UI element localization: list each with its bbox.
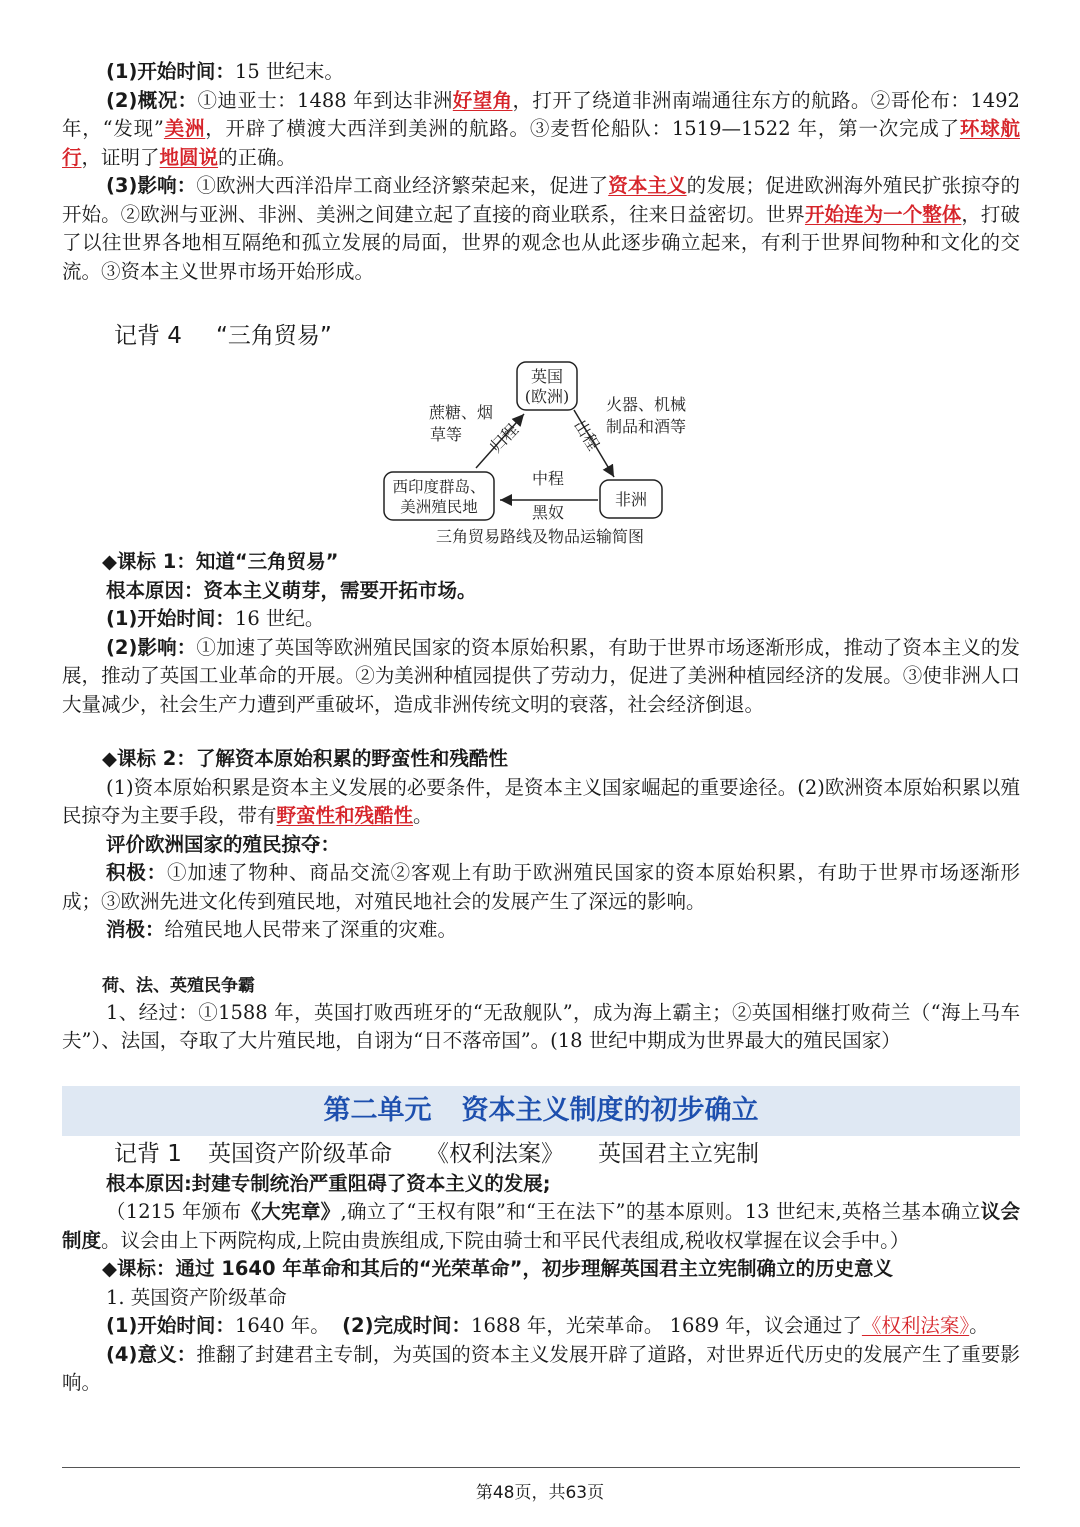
highlight-america: 美洲 (163, 117, 206, 140)
start-time-line: (1)开始时间：15 世纪末。 (106, 60, 344, 83)
evaluation-positive: 积极：①加速了物种、商品交流②客观上有助于欧洲殖民国家的资本原始积累，有助于世界市场逐渐形成；③欧洲先进文化传到殖民地，对殖民地社会的发展产生了深远的影响。 (62, 861, 1020, 913)
subsection-title: 1. 英国资产阶级革命 (106, 1285, 287, 1309)
page-content (62, 58, 1020, 1398)
triangle-start-time: (1)开始时间：16 世纪。 (106, 607, 325, 630)
node-england-label: 英国 (530, 367, 564, 386)
revolution-meaning: (4)意义：推翻了封建君主专制，为英国的资本主义发展开辟了道路，对世界近代历史的发展产生了重要影响。 (62, 1342, 1020, 1394)
hegemony-paragraph: 1、经过：①1588 年，英国打败西班牙的“无敌舰队”，成为海上霸主；②英国相继打败荷兰（“海上马车夫”）、法国，夺取了大片殖民地，自诩为“日不落帝国”。(18 世纪中期成为世界最大的殖民国家） (62, 1000, 1020, 1052)
route-middle-label: 中程 (531, 469, 565, 488)
node-westindies-label: 西印度群岛、 (392, 478, 486, 496)
highlight-cape: 好望角 (452, 88, 513, 112)
hegemony-title: 荷、法、英殖民争霸 (102, 975, 255, 996)
goods-right-2: 制品和酒等 (605, 417, 687, 436)
goods-left-2: 草等 (429, 425, 463, 444)
highlight-circumnavigation: 环球航行 (62, 117, 1020, 169)
highlight-round-earth: 地圆说 (159, 145, 219, 169)
goods-left-1: 蔗糖、烟 (428, 403, 494, 422)
overview-paragraph: (2)概况：①迪亚士：1488 年到达非洲好望角，打开了绕道非洲南端通往东方的航路。②哥伦布：1492 年，“发现”美洲，开辟了横渡大西洋到美洲的航路。③麦哲伦船队：1519—1522 年，第一次完成了环球航行，证明了地圆说的正确。 (62, 88, 1020, 169)
route-out-label: 出程 (570, 416, 604, 454)
highlight-capitalism: 资本主义 (608, 174, 687, 197)
goods-right-1: 火器、机械 (605, 395, 687, 414)
node-westindies-sub: 美洲殖民地 (400, 498, 478, 516)
standard-2-title: ◆课标 2：了解资本原始积累的野蛮性和残酷性 (102, 747, 508, 770)
page-number: 第48页，共63页 (475, 1483, 605, 1503)
root-cause-1: 根本原因：资本主义萌芽，需要开拓市场。 (106, 578, 477, 602)
highlight-barbarity: 野蛮性和残酷性 (276, 804, 414, 827)
triangle-trade-svg (62, 358, 1020, 548)
highlight-bill-of-rights: 《权利法案》 (861, 1314, 970, 1337)
node-england-sub: (欧洲) (524, 387, 570, 406)
node-africa-label: 非洲 (614, 490, 648, 509)
standard-1-title: ◆课标 1：知道“三角贸易” (102, 550, 339, 573)
triangle-impact-paragraph: (2)影响：①加速了英国等欧洲殖民国家的资本原始积累，有助于世界市场逐渐形成，推动了资本主义的发展，推动了英国工业革命的开展。②为美洲种植园提供了劳动力，促进了美洲种植园经济的发展。③使非洲人口大量减少，社会生产力遭到严重破坏，造成非洲传统文明的衰落，社会经济倒退。 (62, 635, 1020, 716)
evaluation-negative: 消极：给殖民地人民带来了深重的灾难。 (106, 918, 458, 941)
route-return-label: 归程 (486, 420, 522, 457)
root-cause-2: 根本原因:封建专制统治严重阻碍了资本主义的发展; (106, 1171, 551, 1195)
triangle-trade-diagram (62, 358, 1020, 548)
revolution-time-line: (1)开始时间：1640 年。 (2)完成时间：1688 年，光荣革命。 1689 年，议会通过了《权利法案》。 (106, 1314, 989, 1337)
standard-3-title: ◆课标：通过 1640 年革命和其后的“光荣革命”，初步理解英国君主立宪制确立的历史意义 (102, 1257, 893, 1280)
highlight-whole-world: 开始连为一个整体 (804, 202, 962, 226)
footer-divider (62, 1467, 1020, 1468)
evaluation-title: 评价欧洲国家的殖民掠夺： (106, 832, 341, 856)
section-heading-english-revolution: 记背 1 英国资产阶级革命 《权利法案》 英国君主立宪制 (114, 1140, 759, 1167)
goods-middle-label: 黑奴 (531, 503, 565, 522)
impact-paragraph: (3)影响：①欧洲大西洋沿岸工商业经济繁荣起来，促进了资本主义的发展；促进欧洲海外殖民扩张掠夺的开始。②欧洲与亚洲、非洲、美洲之间建立起了直接的商业联系，往来日益密切。世界开始连为一个整体，打破了以往世界各地相互隔绝和孤立发展的局面，世界的观念也从此逐步确立起来，有利于世界间物种和文化的交流。③资本主义世界市场开始形成。 (62, 174, 1020, 283)
diagram-caption: 三角贸易路线及物品运输简图 (435, 527, 645, 546)
accumulation-paragraph: (1)资本原始积累是资本主义发展的必要条件，是资本主义国家崛起的重要途径。(2)欧洲资本原始积累以殖民掠夺为主要手段，带有野蛮性和残酷性。 (62, 775, 1020, 827)
magna-carta-paragraph: （1215 年颁布《大宪章》,确立了“王权有限”和“王在法下”的基本原则。13 世纪末,英格兰基本确立议会制度。议会由上下两院构成,上院由贵族组成,下院由骑士和平民代表组成,税收权掌握在议会手中。） (62, 1200, 1020, 1252)
unit-banner: 第二单元 资本主义制度的初步确立 (62, 1086, 1020, 1136)
section-heading-triangle-trade: 记背 4 “三角贸易” (114, 323, 332, 349)
